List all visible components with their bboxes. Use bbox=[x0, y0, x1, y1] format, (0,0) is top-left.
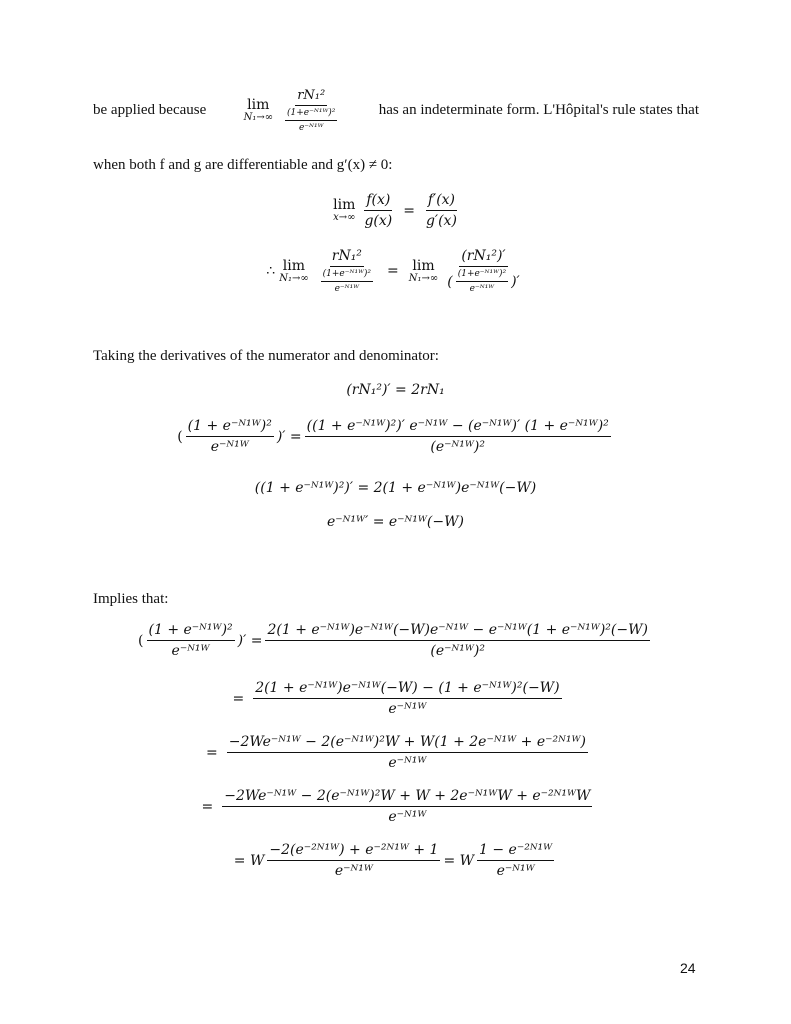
text-before: be applied because bbox=[93, 102, 207, 118]
denominator: e⁻ᴺ¹ᵂ bbox=[388, 809, 427, 825]
page-number: 24 bbox=[680, 960, 696, 976]
denominator: e⁻ᴺ¹ᵂ bbox=[388, 701, 427, 717]
numerator: (1 + e⁻ᴺ¹ᵂ)² bbox=[147, 622, 235, 641]
equals-w: = W bbox=[443, 852, 475, 869]
equals-sign: = bbox=[403, 202, 415, 219]
numerator: 2(1 + e⁻ᴺ¹ᵂ)e⁻ᴺ¹ᵂ(−W)e⁻ᴺ¹ᵂ − e⁻ᴺ¹ᵂ(1 + e⁻ᴺ¹ᵂ)²(−W) bbox=[265, 622, 649, 641]
numerator: 1 − e⁻²ᴺ¹ᵂ bbox=[477, 842, 554, 861]
lim-subscript: N₁→∞ bbox=[279, 272, 309, 284]
equation-step-3 bbox=[0, 734, 791, 771]
lim-word: lim bbox=[282, 257, 306, 274]
denominator: e⁻ᴺ¹ᵂ bbox=[171, 643, 210, 659]
numerator: f′(x) bbox=[426, 192, 457, 211]
lim-word: lim bbox=[412, 257, 435, 274]
equation-quotient-rule bbox=[0, 418, 791, 455]
paren-equals: )′ = bbox=[237, 632, 263, 649]
paren: ( bbox=[138, 632, 144, 649]
equation-exp-derivative: e⁻ᴺ¹ᵂ′ = e⁻ᴺ¹ᵂ(−W) bbox=[327, 514, 464, 530]
fraction bbox=[280, 88, 342, 133]
paren-equals: )′ = bbox=[276, 428, 302, 445]
equals-sign: = bbox=[387, 263, 399, 279]
limit-operator bbox=[244, 98, 273, 123]
equation-square-derivative: ((1 + e⁻ᴺ¹ᵂ)²)′ = 2(1 + e⁻ᴺ¹ᵂ)e⁻ᴺ¹ᵂ(−W) bbox=[254, 480, 537, 496]
numerator: (1+e⁻ᴺ¹ᵂ)² bbox=[321, 269, 373, 282]
denominator: e⁻ᴺ¹ᵂ bbox=[496, 863, 535, 879]
denominator: (e⁻ᴺ¹ᵂ)² bbox=[430, 439, 486, 455]
denominator: e⁻ᴺ¹ᵂ bbox=[334, 284, 360, 294]
lim-subscript: x→∞ bbox=[333, 212, 356, 223]
numerator: (1+e⁻ᴺ¹ᵂ)² bbox=[456, 269, 508, 282]
denominator: g′(x) bbox=[425, 213, 457, 229]
denominator: (e⁻ᴺ¹ᵂ)² bbox=[430, 643, 486, 659]
lim-word: lim bbox=[247, 97, 270, 113]
lim-subscript: N₁→∞ bbox=[243, 112, 274, 123]
denominator: e⁻ᴺ¹ᵂ bbox=[210, 439, 249, 455]
numerator: −2(e⁻²ᴺ¹ᵂ) + e⁻²ᴺ¹ᵂ + 1 bbox=[267, 842, 440, 861]
text-after: has an indeterminate form. L'Hôpital's rule states that bbox=[378, 102, 699, 118]
paren: )′ bbox=[511, 273, 520, 290]
equals-sign: = bbox=[232, 690, 245, 707]
equation-substituted bbox=[0, 622, 791, 659]
lim-subscript: N₁→∞ bbox=[408, 272, 439, 284]
numerator: −2We⁻ᴺ¹ᵂ − 2(e⁻ᴺ¹ᵂ)²W + W + 2e⁻ᴺ¹ᵂW + e⁻²ᴺ¹ᵂW bbox=[222, 788, 592, 807]
numerator: (1 + e⁻ᴺ¹ᵂ)² bbox=[186, 418, 274, 437]
denominator: e⁻ᴺ¹ᵂ bbox=[388, 755, 427, 771]
denominator: g(x) bbox=[364, 213, 393, 229]
equals-sign: = bbox=[206, 744, 218, 761]
paragraph-line-1 bbox=[93, 88, 699, 133]
numerator: −2We⁻ᴺ¹ᵂ − 2(e⁻ᴺ¹ᵂ)²W + W(1 + 2e⁻ᴺ¹ᵂ + e⁻²ᴺ¹ᵂ) bbox=[227, 734, 588, 753]
equation-step-4 bbox=[0, 788, 791, 825]
numerator: (rN₁²)′ bbox=[459, 248, 507, 267]
numerator: ((1 + e⁻ᴺ¹ᵂ)²)′ e⁻ᴺ¹ᵂ − (e⁻ᴺ¹ᵂ)′ (1 + e⁻ᴺ¹ᵂ)² bbox=[305, 418, 611, 437]
numerator: f(x) bbox=[364, 192, 392, 211]
equation-numerator-derivative: (rN₁²)′ = 2rN₁ bbox=[346, 382, 445, 398]
equation-step-2 bbox=[0, 680, 791, 717]
equation-limit-application bbox=[0, 248, 791, 294]
equation-lhopital-rule bbox=[0, 192, 791, 229]
equals-sign: = bbox=[201, 798, 214, 815]
paragraph-line-2: when both f and g are differentiable and g′(x) ≠ 0: bbox=[93, 157, 393, 173]
denominator: e⁻ᴺ¹ᵂ bbox=[334, 863, 373, 879]
numerator: (1+e⁻ᴺ¹ᵂ)² bbox=[285, 108, 337, 121]
denominator: e⁻ᴺ¹ᵂ bbox=[298, 123, 324, 133]
paragraph-line-4: Implies that: bbox=[93, 591, 169, 607]
equals-w: = W bbox=[233, 852, 265, 869]
numerator: rN₁² bbox=[295, 88, 327, 106]
denominator: e⁻ᴺ¹ᵂ bbox=[469, 284, 495, 294]
paragraph-line-3: Taking the derivatives of the numerator and denominator: bbox=[93, 348, 439, 364]
paren: ( bbox=[177, 428, 183, 445]
therefore-symbol: ∴ bbox=[266, 263, 276, 279]
paren: ( bbox=[447, 273, 453, 290]
numerator: rN₁² bbox=[330, 248, 364, 267]
numerator: 2(1 + e⁻ᴺ¹ᵂ)e⁻ᴺ¹ᵂ(−W) − (1 + e⁻ᴺ¹ᵂ)²(−W) bbox=[253, 680, 561, 699]
equation-step-5 bbox=[0, 842, 791, 879]
lim-word: lim bbox=[333, 197, 356, 213]
